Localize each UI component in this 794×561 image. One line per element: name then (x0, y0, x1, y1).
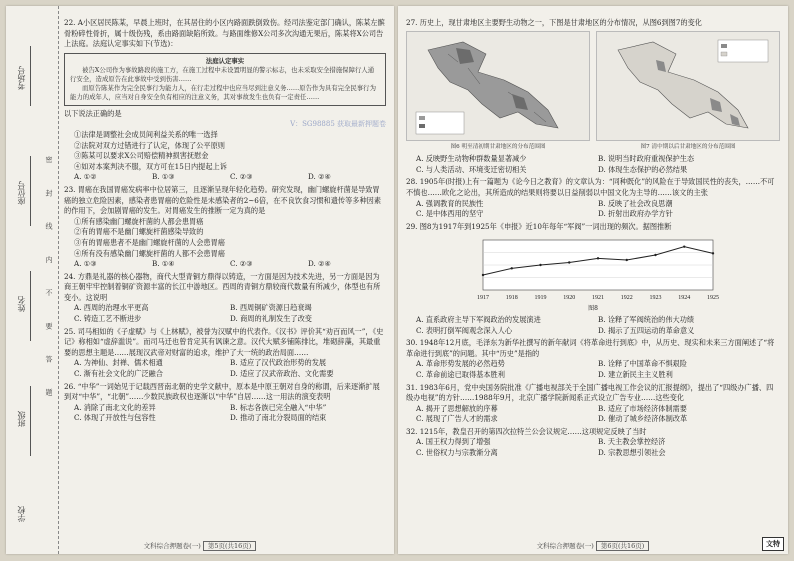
question-25 (64, 327, 386, 380)
footer-exam-name: 文科综合押题卷(一) (536, 542, 594, 550)
q30-options (406, 359, 780, 380)
binding-margin (6, 6, 59, 554)
q30-option-b[interactable]: B. 诠释了中国革命不惧艰险 (598, 359, 687, 369)
map-7-drawing (597, 32, 779, 140)
q22-option-d[interactable]: D. ②④ (308, 172, 331, 182)
left-footer (6, 541, 394, 550)
q32-stem: 32. 1215年，教皇召开的第四次拉特兰公会议规定……这项规定反映了当时 (406, 426, 647, 436)
watermark-text: V：SG98885 获取最新押题卷 (290, 120, 386, 129)
q31-option-b[interactable]: B. 适应了市场经济体制需要 (598, 403, 687, 413)
q31-option-a[interactable]: A. 揭开了思想解放的序幕 (416, 403, 498, 413)
chart-x-tick-label: 1917 (477, 295, 489, 302)
q23-option-b[interactable]: B. ①④ (152, 259, 175, 269)
q22-option-a[interactable]: A. ①② (74, 172, 97, 182)
q23-option-a[interactable]: A. ①③ (74, 259, 97, 269)
chart-data-point (654, 254, 656, 256)
chart-x-tick-label: 1924 (678, 295, 691, 302)
q23-item: ③有的胃癌患者不是幽门螺旋杆菌的人会患胃癌 (74, 237, 225, 247)
question-24 (64, 272, 386, 325)
q30-option-d[interactable]: D. 建立新民主主义胜利 (598, 369, 673, 379)
chart-data-point (568, 262, 570, 264)
right-footer (398, 541, 788, 550)
chart-x-tick-label: 1923 (649, 295, 662, 302)
q25-option-d[interactable]: D. 适应了汉武帝政治、文化需要 (230, 369, 334, 379)
right-questions (406, 16, 780, 459)
question-31 (406, 383, 780, 425)
q27-options (406, 154, 780, 175)
q25-option-a[interactable]: A. 为神仙、封禅、儒术相通 (74, 358, 163, 368)
q32-option-b[interactable]: B. 天主教会掌控经济 (598, 437, 666, 447)
question-28 (406, 177, 780, 219)
blank-line (30, 46, 31, 106)
question-29 (406, 222, 780, 336)
q32-options (406, 437, 780, 458)
q29-option-b[interactable]: B. 诠释了军阀统治的伟大功绩 (598, 314, 695, 324)
q24-option-b[interactable]: B. 西周铜矿资源日趋衰竭 (230, 303, 312, 313)
q28-option-a[interactable]: A. 强调教育的民族性 (416, 198, 484, 208)
q22-options (64, 172, 386, 183)
footer-page-number: 第6页(共16页) (596, 541, 649, 551)
question-27 (406, 18, 780, 175)
figure-8-line-chart (463, 234, 723, 304)
map-7-image (596, 31, 780, 141)
q27-stem: 27. 历史上，现甘肃地区主要野生动物之一，下图是甘肃地区的分布情况，从图6到图7的变化 (406, 18, 702, 27)
q23-stem: 23. 胃癌在我国胃癌发病率中位居第三，且逐渐呈现年轻化趋势。研究发现，幽门螺旋杆菌是导致胃癌的独立危险因素，感染者患胃癌的危险性是未感染者的2~6倍，在不良饮食习惯和遗传等多种因素的作用下，会加剧胃癌的发生。对胃癌发生的推断一定为真的是 (64, 184, 382, 216)
q29-option-c[interactable]: C. 表明打倒军阀观念深入人心 (416, 325, 513, 335)
q28-options (406, 199, 780, 220)
q32-option-d[interactable]: D. 宗教思想引领社会 (598, 448, 666, 458)
chart-data-point (511, 267, 513, 269)
q27-maps (406, 31, 780, 153)
q23-option-c[interactable]: C. ②③ (230, 259, 253, 269)
q23-item: ①所有感染幽门螺旋杆菌的人都会患胃癌 (74, 216, 204, 226)
subject-tag: 文特 (762, 537, 784, 551)
q23-item: ②有的胃癌不是幽门螺旋杆菌感染导致的 (74, 227, 204, 237)
chart-data-point (482, 274, 484, 276)
q27-option-b[interactable]: B. 说明当时政府重视保护生态 (598, 154, 695, 164)
map-figure-7 (596, 31, 780, 153)
field-seat-number: 座位号 (17, 181, 26, 205)
blank-line (30, 156, 31, 226)
q26-option-c[interactable]: C. 体现了开放性与包容性 (74, 413, 156, 423)
q24-option-c[interactable]: C. 铸造工艺不断进步 (74, 314, 142, 324)
field-exam-room: 考场号 (17, 66, 26, 90)
q24-stem: 24. 方鼎是礼器的核心器物，商代大型青铜方鼎得以铸造，一方面是因为技术先进，另一方面是因为商王朝牢牢控制着铜矿资源丰富的长江中游地区。西周的青铜方鼎较商代数量有所减少，体型也有所变小。这说明 (64, 271, 381, 302)
blank-line (30, 271, 31, 341)
q24-options (64, 303, 386, 324)
q23-item: ④所有没有感染幽门螺旋杆菌的人都不会患胃癌 (74, 248, 225, 258)
chart-x-tick-label: 1921 (592, 295, 604, 302)
chart-x-tick-label: 1925 (707, 295, 719, 302)
q27-option-c[interactable]: C. 与人类活动、环境变迁密切相关 (416, 164, 527, 174)
figure-8-caption: 图8 (588, 305, 598, 313)
q26-options (64, 403, 386, 424)
q32-option-c[interactable]: C. 世俗权力与宗教渐分离 (416, 448, 498, 458)
map-6-image (406, 31, 590, 141)
map-7-caption: 图7 清中期以后甘肃地区的分布范围图 (640, 143, 736, 150)
chart-data-point (539, 264, 541, 266)
q22-stem: 22. A小区居民陈某，早晨上班时，在其居住的小区内路面跌倒致伤。经司法鉴定部门确认，陈某左髌骨粉碎性骨折，属十级伤残，系由路面缺陷所致。与路面维修X公司多次沟通无果后，陈某将X公司告上法庭。法庭认定事实如下(节选)： (64, 18, 385, 49)
q26-option-a[interactable]: A. 消除了南北文化的差异 (74, 402, 156, 412)
field-name: 姓名 (17, 296, 26, 312)
q28-option-d[interactable]: D. 折射出政府办学方针 (598, 209, 673, 219)
chart-x-tick-label: 1918 (505, 295, 518, 302)
q27-option-a[interactable]: A. 反映野生动物种群数量显著减少 (416, 154, 527, 164)
chart-data-point (683, 246, 685, 248)
q31-option-c[interactable]: C. 展现了广告人才的需求 (416, 414, 498, 424)
q24-option-d[interactable]: D. 商周的礼制发生了改变 (230, 314, 312, 324)
q28-option-b[interactable]: B. 反映了社会改良思潮 (598, 198, 673, 208)
q22-material-title: 法庭认定事实 (205, 56, 245, 65)
q31-stem: 31. 1983年6月，党中央国务院批准《广播电视部关于全国广播电视工作会议的汇报提纲》，提出了“四级办广播、四级办电视”的方针……1988年9月，北京广播学院新闻系正式设立广告专业……这些变化 (406, 382, 774, 403)
q29-stem: 29. 图8为1917年到1925年《申报》近10年每年“军阀”一词出现的频次。据图推断 (406, 221, 672, 231)
q22-ask: 以下说法正确的是 (64, 108, 122, 118)
q22-material-p2: 而原告陈某作为完全民事行为能力人，在行走过程中也应当尽到注意义务……原告作为具有完全民事行为能力的成年人，应当对自身安全负有相应的注意义务，其对事故发生也负有一定责任…… (70, 83, 376, 101)
q22-material-p1: 被告X公司作为事故路段的施工方，在施工过程中未设置明显的警示标志，也未采取安全措施保障行人通行安全，造成原告在此事故中受到伤害…… (70, 65, 375, 83)
q26-stem: 26. “中华”一词始见于记载西晋南北朝的史学文献中，原本是中原王朝对自身的称谓，后来逐渐扩展到对“中华”，“北朝”……少数民族政权也逐渐以“中华”自居……这一用法的演变表明 (64, 381, 380, 402)
map-figure-6 (406, 31, 590, 153)
q22-item: ②法院对双方过错进行了认定，体现了公平原则 (74, 140, 225, 150)
field-school: 学校 (17, 506, 26, 522)
chart-data-point (597, 257, 599, 259)
left-questions (64, 16, 386, 424)
q29-option-d[interactable]: D. 揭示了五四运动的革命意义 (598, 325, 695, 335)
chart-x-tick-label: 1922 (620, 295, 633, 302)
q22-item: ④如对本案判决不服，双方可在15日内提起上诉 (74, 161, 227, 171)
chart-x-tick-label: 1920 (563, 295, 576, 302)
q32-option-a[interactable]: A. 国王权力得到了增强 (416, 437, 491, 447)
q24-option-a[interactable]: A. 西周的治理水平更高 (74, 303, 149, 313)
q29-option-a[interactable]: A. 直系政府主导下军阀政治的发展演进 (416, 314, 541, 324)
q28-option-c[interactable]: C. 是中体西用的坚守 (416, 209, 484, 219)
q27-option-d[interactable]: D. 体现生态保护的必然结果 (598, 164, 688, 174)
q28-stem: 28. 1905年(时报)上有一篇题为《论今日之教育》的文章认为：“同种既化”的风险在于导致国民性的丧失，……不可不慎也……欧化之论出，其所造成的结果则将要以日益削弱以中国文化为主导的……该文的主张 (406, 177, 775, 197)
chart-x-tick-label: 1919 (534, 295, 547, 302)
q25-options (64, 358, 386, 379)
q31-option-d[interactable]: D. 催动了城乡经济体制改革 (598, 414, 688, 424)
field-class: 班级 (17, 411, 26, 427)
right-page (398, 6, 788, 554)
question-30 (406, 338, 780, 380)
q26-option-b[interactable]: B. 标志各族已完全融入“中华” (230, 402, 327, 412)
q30-option-c[interactable]: C. 革命前途已取得基本胜利 (416, 369, 505, 379)
q29-options (406, 315, 780, 336)
footer-page-number: 第5页(共16页) (203, 541, 256, 551)
q22-material-box (64, 53, 386, 106)
q26-option-d[interactable]: D. 推动了南北分裂局面的结束 (230, 413, 327, 423)
chart-data-point (712, 252, 714, 254)
footer-exam-name: 文科综合押题卷(一) (143, 542, 201, 550)
seal-line-text: 密 封 线 内 不 要 答 题 (45, 156, 53, 408)
q25-option-c[interactable]: C. 渐有社会文化的广泛融合 (74, 369, 163, 379)
q25-stem: 25. 司马相如的《子虚赋》与《上林赋》，被誉为汉赋中的代表作。《汉书》评价其“劝百而风一”，《史记》称相如“虚辞滥说”。而司马迁也曾肯定其有讽谏之意。汉代大赋多铺陈排比，堆砌辞藻，其最重要的思想主题是……展现汉武帝对财富的追求，维护了大一统的政治局面…… (64, 326, 384, 357)
question-23 (64, 185, 386, 270)
q30-stem: 30. 1948年12月底，毛泽东为新华社撰写的新年献词《将革命进行到底》中，从历史、现实和未来三方面阐述了“将革命进行到底”的问题。其中“历史”是指的 (406, 338, 775, 358)
q31-options (406, 404, 780, 425)
left-page (6, 6, 394, 554)
map-6-caption: 图6 明至清初期甘肃地区的分布范围图 (450, 143, 546, 150)
q23-option-d[interactable]: D. ②④ (308, 259, 331, 269)
question-26 (64, 382, 386, 424)
q30-option-a[interactable]: A. 革命形势发展的必然趋势 (416, 359, 505, 369)
map-6-drawing (407, 32, 589, 140)
q22-option-c[interactable]: C. ②③ (230, 172, 253, 182)
q22-item: ③陈某可以要求X公司赔偿精神损害抚慰金 (74, 151, 209, 161)
question-22 (64, 18, 386, 183)
q22-option-b[interactable]: B. ①③ (152, 172, 175, 182)
blank-line (30, 386, 31, 456)
chart-data-point (626, 259, 628, 261)
q22-item: ①法律是调整社会成员间利益关系的唯一选择 (74, 129, 218, 139)
q25-option-b[interactable]: B. 适应了汉代政治形势的发展 (230, 358, 327, 368)
question-32 (406, 427, 780, 459)
q23-options (64, 259, 386, 270)
